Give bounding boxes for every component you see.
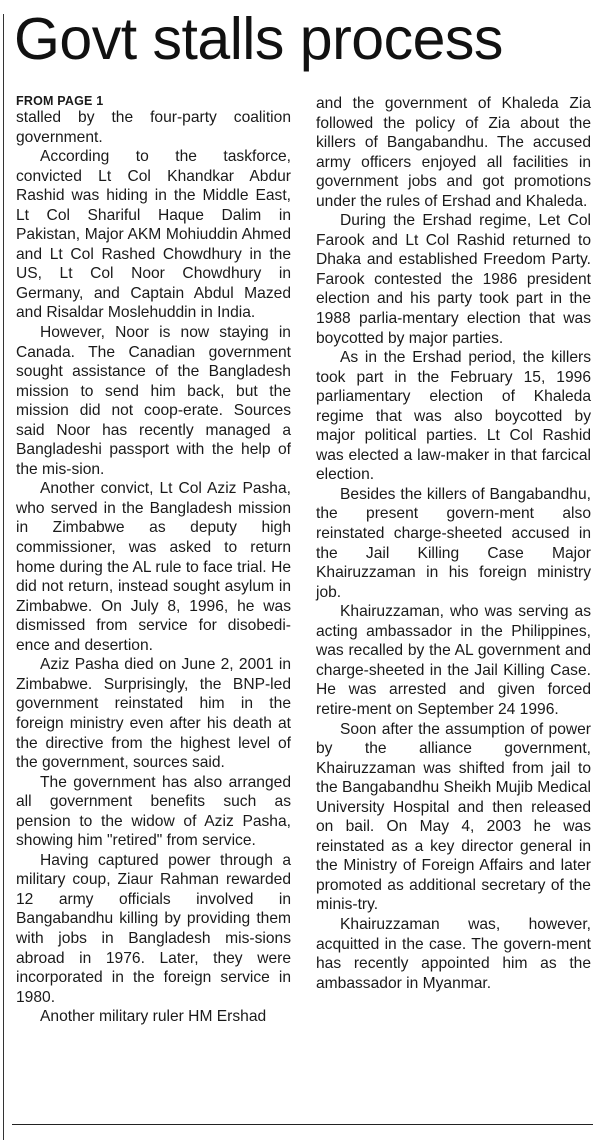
- article-column-left: [16, 94, 291, 1027]
- paragraph: As in the Ershad period, the killers took part in the February 15, 1996 parliamentary election of Khaleda regime that was also boycotted by major political parties. Lt Col Rashid was elected a law-maker in that farcical election.: [316, 349, 591, 484]
- paragraph: However, Noor is now staying in Canada. The Canadian government sought assistance of the Bangladesh mission to send him back, but the mission did not coop-erate. Sources said Noor has recently managed a Bangladeshi passport with the help of the mis-sion.: [16, 324, 291, 478]
- paragraph: Khairuzzaman was, however, acquitted in the case. The govern-ment has recently appointed him as the ambassador in Myanmar.: [316, 915, 591, 992]
- paragraph: and the government of Khaleda Zia followed the policy of Zia about the killers of Bangabandhu. The accused army officers enjoyed all facilities in government jobs and got promotions under the rules of Ershad and Khaleda.: [316, 95, 591, 210]
- paragraph: Having captured power through a military coup, Ziaur Rahman rewarded 12 army officials involved in Bangabandhu killing by providing them with jobs in Bangladesh mis-sions abroad in 1976. Later, they were incorporated in the foreign service in 1980.: [16, 851, 291, 1006]
- headline: Govt stalls process: [14, 6, 503, 72]
- left-column-rule: [3, 14, 4, 1140]
- paragraph: Khairuzzaman, who was serving as acting ambassador in the Philippines, was recalled by the AL government and charge-sheeted in the Jail Killing Case. He was arrested and given forced retire-ment on September 24 1996.: [316, 603, 591, 718]
- paragraph: During the Ershad regime, Let Col Farook and Lt Col Rashid returned to Dhaka and established Freedom Party. Farook contested the 1986 president election and his party took part in the 1988 parlia-mentary election that was boycotted by major parties.: [316, 212, 591, 347]
- paragraph: Besides the killers of Bangabandhu, the present govern-ment also reinstated charge-sheeted accused in the Jail Killing Case Major Khairuzzaman in his foreign ministry job.: [316, 485, 591, 601]
- paragraph: stalled by the four-party coalition government.: [16, 109, 291, 146]
- paragraph: Aziz Pasha died on June 2, 2001 in Zimbabwe. Surprisingly, the BNP-led government reinstated him in the foreign ministry even after his death at the directive from the highest level of the government, sources said.: [16, 656, 291, 772]
- paragraph: The government has also arranged all government benefits such as pension to the widow of Aziz Pasha, showing him "retired" from service.: [16, 773, 291, 850]
- paragraph: Soon after the assumption of power by the alliance government, Khairuzzaman was shifted from jail to the Bangabandhu Sheikh Mujib Medical University Hospital and then released on bail. On May 4, 2003 he was reinstated as a key director general in the Ministry of Foreign Affairs and later promoted as additional secretary of the minis-try.: [316, 720, 591, 914]
- article-column-right: [316, 94, 591, 993]
- bottom-rule-left: [12, 1124, 312, 1125]
- paragraph: According to the taskforce, convicted Lt Col Khandkar Abdur Rashid was hiding in the Middle East, Lt Col Shariful Haque Dalim in Pakistan, Major AKM Mohiuddin Ahmed and Lt Col Rashed Chowdhury in the US, Lt Col Noor Chowdhury in Germany, and Captain Abdul Mazed and Risaldar Moslehuddin in India.: [16, 148, 291, 322]
- paragraph: Another military ruler HM Ershad: [40, 1008, 267, 1026]
- bottom-rule-right: [300, 1124, 593, 1125]
- paragraph: Another convict, Lt Col Aziz Pasha, who served in the Bangladesh mission in Zimbabwe as deputy high commissioner, was asked to return home during the AL rule to face trial. He did not return, instead sought asylum in Zimbabwe. On July 8, 1996, he was dismissed from service for disobedi-ence and desertion.: [16, 480, 291, 654]
- kicker-from-page: FROM PAGE 1: [16, 94, 104, 108]
